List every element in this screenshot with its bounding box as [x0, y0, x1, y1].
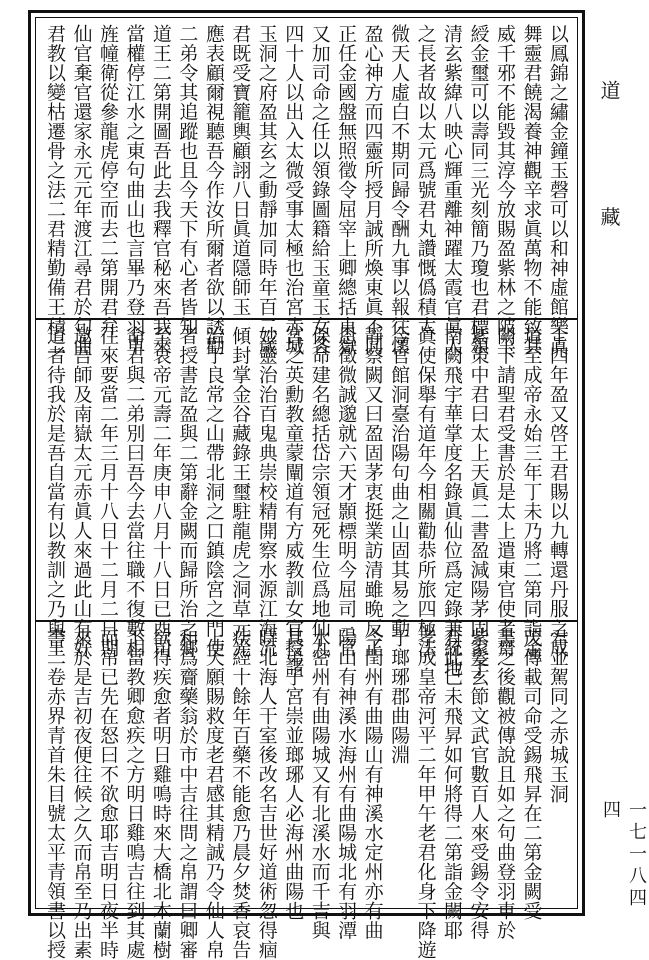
text-column: 者授書訖盈與二第辭金闕而歸所治之鄉	[176, 326, 199, 658]
text-column: 書二卷赤界青首朱目號太平青領書以授	[44, 628, 66, 960]
text-column: 靜察闕又曰盈固茅衷挺業訪清雖晩反正	[361, 326, 384, 658]
margin-sidebar	[591, 10, 647, 916]
text-column: 而帛已先在怒曰不欲愈耶吉明日夜半時	[96, 628, 119, 960]
text-column: 當權停江水之東句曲山也言畢乃登羽車	[123, 24, 146, 356]
text-column: 保命建名總括岱宗領冠死生位爲地仙九	[308, 326, 331, 658]
page-number: 一七一八四四	[600, 800, 647, 910]
text-column: 來於是吉初夜便往候之久而帛至乃出素	[70, 628, 93, 960]
text-column: 之長者故以太元爲號君丸讚慨僞積太	[414, 24, 437, 336]
text-column: 往來要當二年三月十八日十二月二日期	[96, 326, 119, 658]
text-column: 紫策中君曰太上天眞二書盈減陽茅固家于	[467, 326, 490, 677]
text-column: 眞使保舉有道年今相關勸恭所旅四極法	[414, 326, 437, 658]
text-column: 有此巳未飛昇如何將得二第詣金闕耶	[441, 628, 464, 940]
text-column: 君教以變枯遷骨之法二君精勤備王積二	[44, 24, 66, 356]
text-column: 二弟令其追蹤也且今天下有心者皆知	[176, 24, 199, 336]
text-column: 又加司命之任以領錄圖籍給玉童玉女各	[308, 24, 331, 356]
text-column: 君既受寶籠輿顧詡八日眞道隱師玉	[229, 24, 252, 317]
text-column: 旌幢衛從參龍虎停空而去二第開君弁	[96, 24, 119, 336]
text-column: 今官館洞臺治陽句曲之山固其易之動	[388, 326, 411, 638]
text-column: 應表顧爾視聽吾今作汝所爾者欲以誘勸	[202, 24, 225, 356]
text-column: 正任金國盤無照徵令屈宰上卿總括東嶽	[335, 24, 358, 356]
text-column: 道者待我於是吾自當有以教訓之乃與王	[44, 326, 66, 658]
text-column: 恩徵微誠邈就六天才顥標明今屈司三官	[335, 326, 358, 658]
text-column: 傾封掌金谷藏錄王璽駐龍虎之洞草元光	[229, 326, 252, 658]
text-column: 時北海人干室後改名吉世好道術忽得痼	[255, 628, 278, 960]
text-column: 和爲齎藥翁於市中吉往問之帛謂曰卿審	[176, 628, 199, 960]
text-column: 書之後觀被傳說且如之句曲登羽車於	[493, 628, 516, 940]
text-column: 綬金璽可以壽同三光刻簡乃瓊也君標領	[467, 24, 490, 356]
text-column: 十四年盈又啓王君賜以九轉還丹服之成	[546, 326, 569, 658]
text-column: 妙靈治治百鬼典崇校精開察水源江海流	[255, 326, 278, 658]
text-column: 上天願賜救度老君感其精誠乃令仙人帛	[202, 628, 225, 960]
text-column: 紫髮玄節文武官數百人來受錫令安得	[467, 628, 490, 940]
text-column: 仙官棄官還家永元元年渡江尋君於句曲	[70, 24, 93, 356]
text-column: 盈心神方而四靈所授月誠所煥東眞不同	[361, 24, 384, 356]
text-column: 威千邪不能毀其淳今放賜盈紫林之陂玉	[493, 24, 516, 356]
page-frame	[28, 10, 585, 960]
text-column: 四十人以出入太微受事太極也治宮赤城	[282, 24, 305, 356]
text-column: 水密州有曲陽城又有北溪水而千吉與	[308, 628, 331, 940]
column-group	[42, 24, 571, 356]
text-column: 陽山有神溪水海州有曲陽城北有羽潭	[335, 628, 358, 940]
text-column: 欲得疾愈者明日雞鳴時來大橋北木蘭樹	[149, 628, 172, 960]
section-top	[36, 18, 577, 356]
text-column: 命君與二弟別曰吾今去當往職不復數相	[123, 326, 146, 658]
text-column: 于瑯琊郡曲陽淵	[388, 628, 411, 765]
text-column: 清玄紫緯八映心輝重離神躍太霞官眞人	[441, 24, 464, 356]
text-column: 疾經十餘年百藥不能愈乃晨夕焚香哀告	[229, 628, 252, 960]
book-title: 道 藏	[597, 80, 621, 277]
text-column: 以鳳錦之繡金鐘玉磬可以和神虛館樂眞	[546, 24, 569, 356]
section-bottom	[36, 620, 577, 960]
text-block	[35, 17, 578, 960]
text-column: 其弟子宮崇並瑯琊人必海州曲陽也	[282, 628, 305, 921]
text-column: 南闕飛宇華掌度名錄眞仙位爲定錄兼統地	[441, 326, 464, 677]
text-column: 茂傳載司命受錫飛昇在二第金闕受	[520, 628, 543, 921]
text-column: 孝成皇帝河平二年甲午老君化身下降遊	[414, 628, 437, 960]
text-column: 治于良常之山帶北洞之口鎮陰宮之門使	[202, 326, 225, 658]
section-middle	[36, 318, 577, 677]
text-column: 舞靈君饒渴養神觀辛求眞萬物不能致其	[520, 24, 543, 356]
text-column: 道至成帝永始三年丁未乃將二第同詣金	[520, 326, 543, 658]
text-column: 闕下請聖君受書於是太上遣東官使者齋	[493, 326, 516, 658]
text-column: 玉洞之府盈其玄之動靜加同時年百二歲	[255, 24, 278, 356]
text-column: 宮之英勳教童蒙闡道有方威教訓女官授諸	[282, 326, 305, 677]
text-column: 下當教卿愈疾之方明日雞鳴吉往到其處	[123, 628, 146, 960]
text-column: 君並駕同之赤城玉洞	[546, 628, 569, 804]
text-column: 微天人虛白不期同歸令酬九事以報往懷	[388, 24, 411, 356]
text-column: 今閏州有曲陽山有神溪水定州亦有曲	[361, 628, 384, 940]
column-group	[42, 326, 571, 677]
text-column: 道王二第開圖吾此去我釋官秘來吾我來	[149, 24, 172, 356]
column-group	[42, 628, 571, 960]
text-column: 至哀帝元壽二年庚申八月十八日已酉司	[149, 326, 172, 658]
text-column: 邀吾師及南嶽太元赤眞人來過此山有好	[70, 326, 93, 658]
